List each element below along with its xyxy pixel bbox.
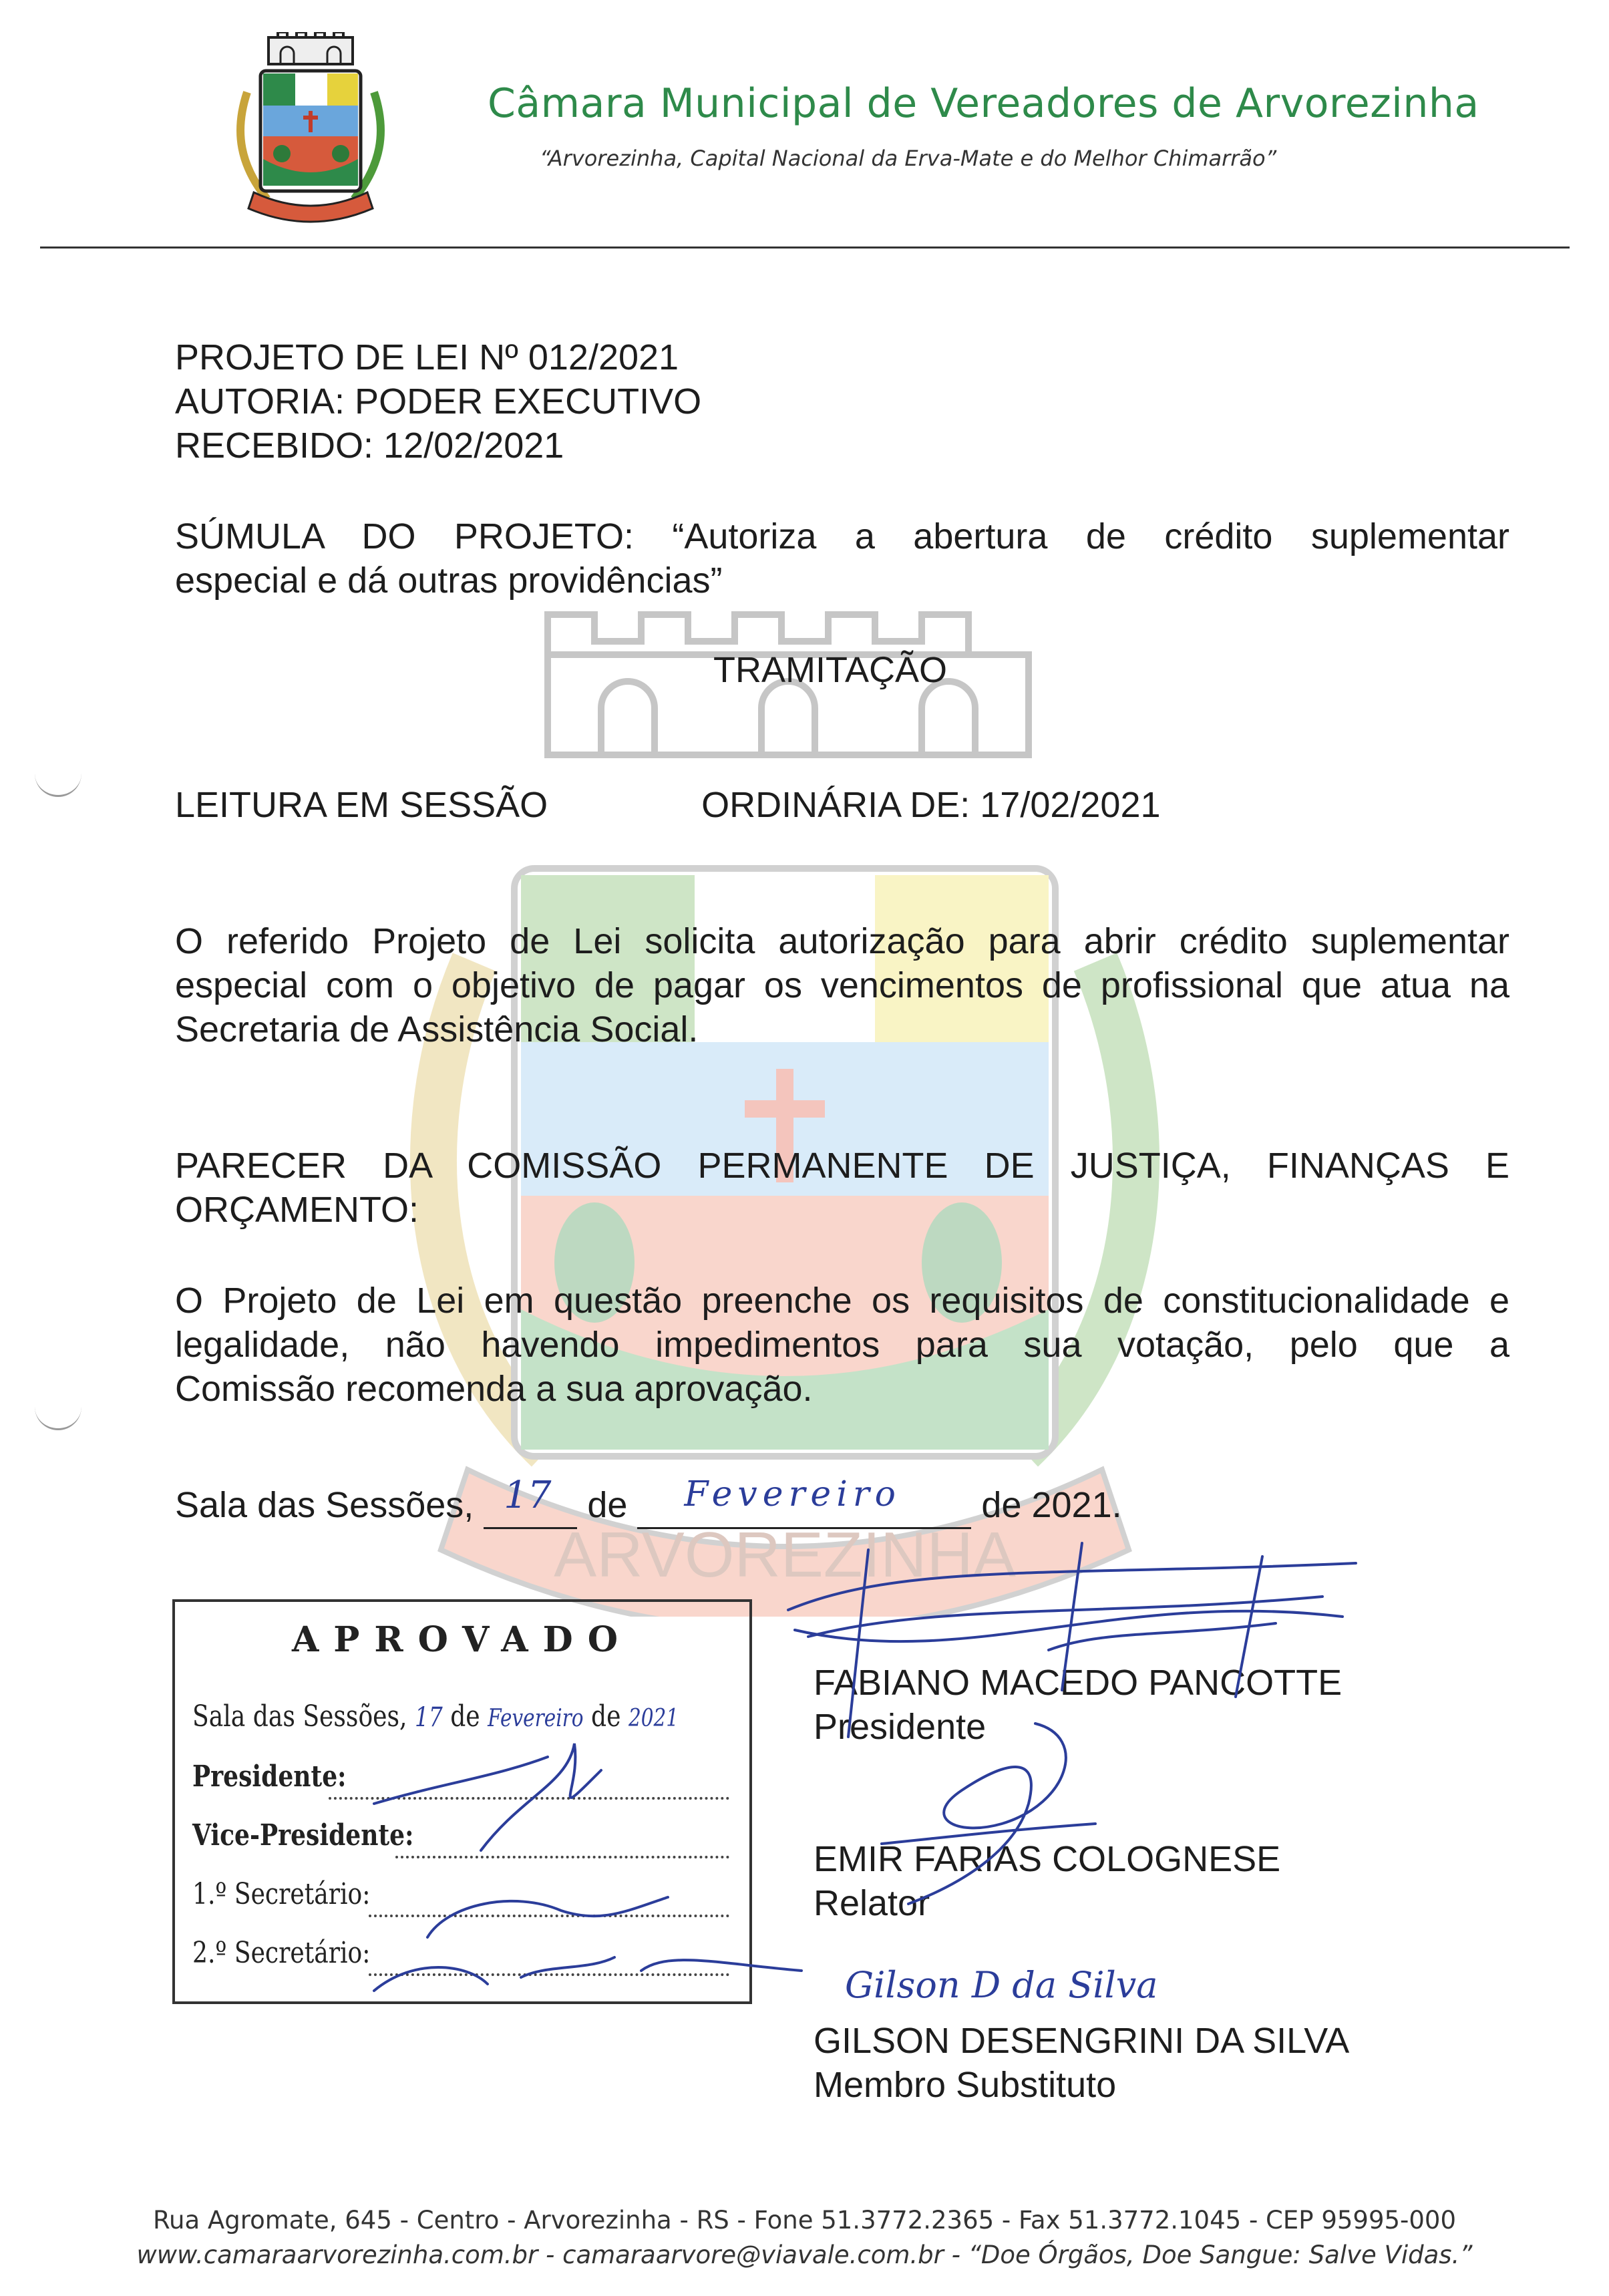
svg-text:Gilson D da Silva: Gilson D da Silva <box>845 1964 1158 2006</box>
signatory-role: Presidente <box>814 1707 987 1747</box>
project-received-date: RECEBIDO: 12/02/2021 <box>175 426 564 466</box>
reading-session-line: LEITURA EM SESSÃO ORDINÁRIA DE: 17/02/2021 <box>175 785 1161 825</box>
committee-opinion-heading: PARECER DA COMISSÃO PERMANENTE DE JUSTIÇA, FINANÇAS E ORÇAMENTO: <box>175 1146 1509 1230</box>
stamp-first-secretary-label: 1.º Secretário: <box>192 1877 371 1911</box>
hole-punch-mark <box>35 1402 81 1430</box>
signatory-name: EMIR FARIAS COLOGNESE <box>814 1839 1281 1879</box>
project-description: O referido Projeto de Lei solicita autorização para abrir crédito suplementar especial com o objetivo de pagar os vencimentos de profissional que atua na Secretaria de Assistência Social. <box>175 921 1509 1049</box>
project-author: AUTORIA: PODER EXECUTIVO <box>175 381 702 422</box>
project-number: PROJETO DE LEI Nº 012/2021 AUTORIA: PODER EXECUTIVO RECEBIDO: 12/02/2021 <box>175 335 701 468</box>
approval-stamp <box>172 1599 752 2004</box>
signatory-substitute <box>814 2019 1349 2107</box>
stamp-president-label: Presidente: <box>192 1760 347 1794</box>
substitute-signature <box>838 1957 1186 2017</box>
tramitacao-heading: TRAMITAÇÃO <box>713 650 947 690</box>
signatory-president <box>814 1661 1342 1749</box>
signatory-name: FABIANO MACEDO PANCOTTE <box>814 1663 1343 1703</box>
municipal-crest-logo <box>220 32 401 232</box>
handwritten-month: Fevereiro <box>684 1474 901 1514</box>
watermark-scroll-text: ARVOREZINHA <box>554 1519 1016 1591</box>
signatory-role: Membro Substituto <box>814 2065 1117 2105</box>
footer-contact: www.camaraarvorezinha.com.br - camaraarvore@viavale.com.br - “Doe Órgãos, Doe Sangue: Salve Vidas.” <box>136 2241 1473 2269</box>
stamp-vice-president-label: Vice-Presidente: <box>192 1818 414 1852</box>
chamber-motto: “Arvorezinha, Capital Nacional da Erva-Mate e do Melhor Chimarrão” <box>540 146 1277 171</box>
signatory-role: Relator <box>814 1883 930 1923</box>
footer-address: Rua Agromate, 645 - Centro - Arvorezinha - RS - Fone 51.3772.2365 - Fax 51.3772.1045 - CEP 95995-000 <box>152 2206 1457 2235</box>
signatory-name: GILSON DESENGRINI DA SILVA <box>814 2021 1350 2061</box>
handwritten-day: 17 <box>504 1474 552 1517</box>
header-divider <box>40 247 1570 249</box>
signatory-rapporteur <box>814 1837 1280 1925</box>
stamp-title: APROVADO <box>291 1619 633 1660</box>
chamber-title: Câmara Municipal de Vereadores de Arvorezinha <box>488 80 1479 127</box>
stamp-session-row: Sala das Sessões, 17 de Fevereiro de 2021 <box>192 1699 679 1734</box>
project-summary: SÚMULA DO PROJETO: “Autoriza a abertura de crédito suplementar especial e dá outras providências” <box>175 516 1509 601</box>
crest-watermark <box>374 601 1196 1617</box>
hole-punch-mark <box>35 768 81 797</box>
stamp-second-secretary-label: 2.º Secretário: <box>192 1936 371 1970</box>
session-date-line: Sala das Sessões, 17 de Fevereiro de 2021. <box>175 1483 1122 1529</box>
committee-opinion-text: O Projeto de Lei em questão preenche os requisitos de constitucionalidade e legalidade, não havendo impedimentos para sua votação, pelo que a Comissão recomenda a sua aprovação. <box>175 1281 1509 1409</box>
